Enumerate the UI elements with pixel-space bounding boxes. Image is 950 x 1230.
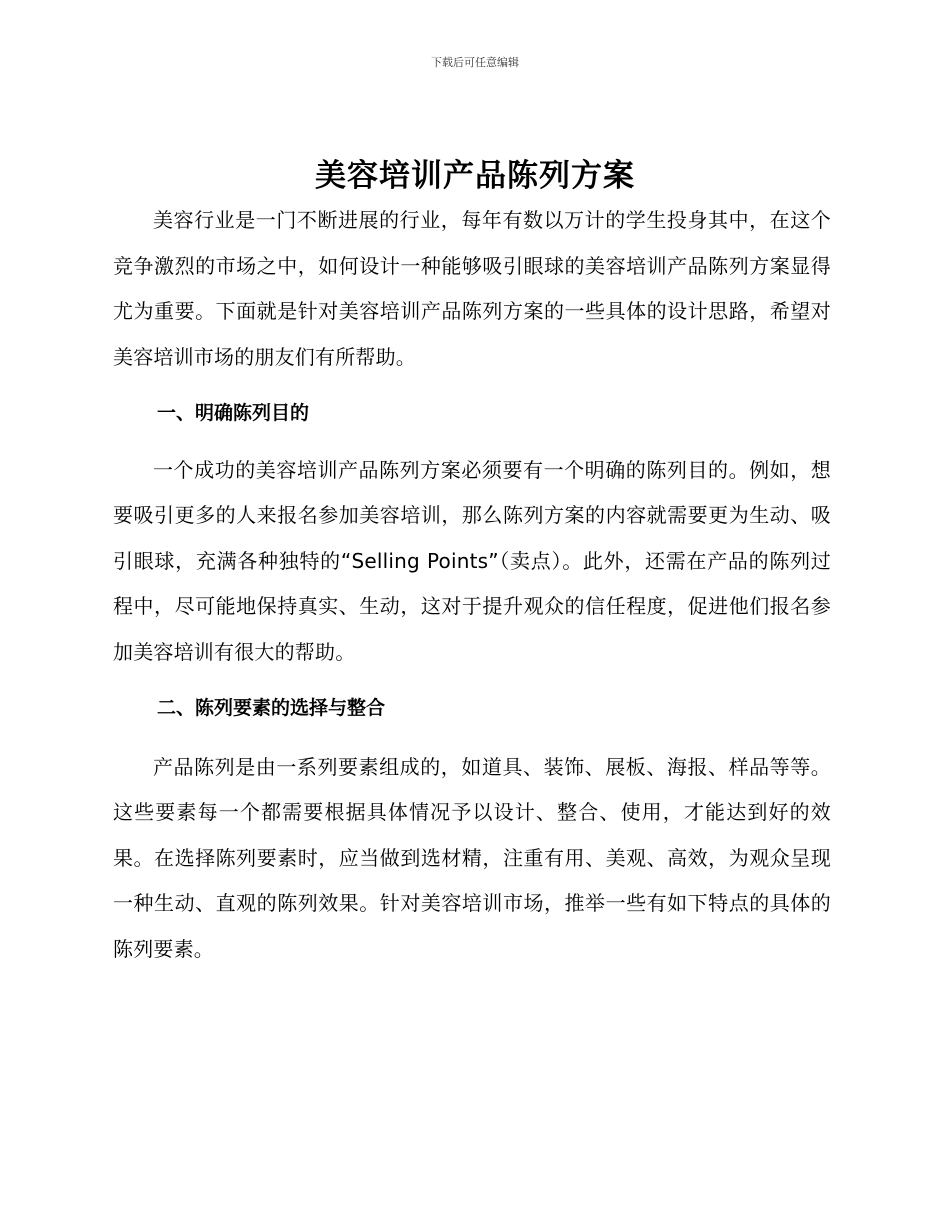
document-body [113,198,831,972]
section-2-paragraph: 产品陈列是由一系列要素组成的，如道具、装饰、展板、海报、样品等等。这些要素每一个都需要根据具体情况予以设计、整合、使用，才能达到好的效果。在选择陈列要素时，应当做到选材精，注重有用、美观、高效，为观众呈现一种生动、直观的陈列效果。针对美容培训市场，推举一些有如下特点的具体的陈列要素。 [113,754,831,961]
section-1-heading: 一、明确陈列目的 [157,402,310,424]
header-note: 下载后可任意编辑 [431,56,519,69]
section-2-heading: 二、陈列要素的选择与整合 [157,697,386,719]
intro-paragraph: 美容行业是一门不断进展的行业，每年有数以万计的学生投身其中，在这个竞争激烈的市场之中，如何设计一种能够吸引眼球的美容培训产品陈列方案显得尤为重要。下面就是针对美容培训产品陈列方案的一些具体的设计思路，希望对美容培训市场的朋友们有所帮助。 [113,208,831,369]
page-title: 美容培训产品陈列方案 [315,158,635,194]
section-1-paragraph: 一个成功的美容培训产品陈列方案必须要有一个明确的陈列目的。例如，想要吸引更多的人来报名参加美容培训，那么陈列方案的内容就需要更为生动、吸引眼球，充满各种独特的“Selling Points”（卖点）。此外，还需在产品的陈列过程中，尽可能地保持真实、生动，这对于提升观众的信任程度，促进他们报名参加美容培训有很大的帮助。 [113,457,831,664]
